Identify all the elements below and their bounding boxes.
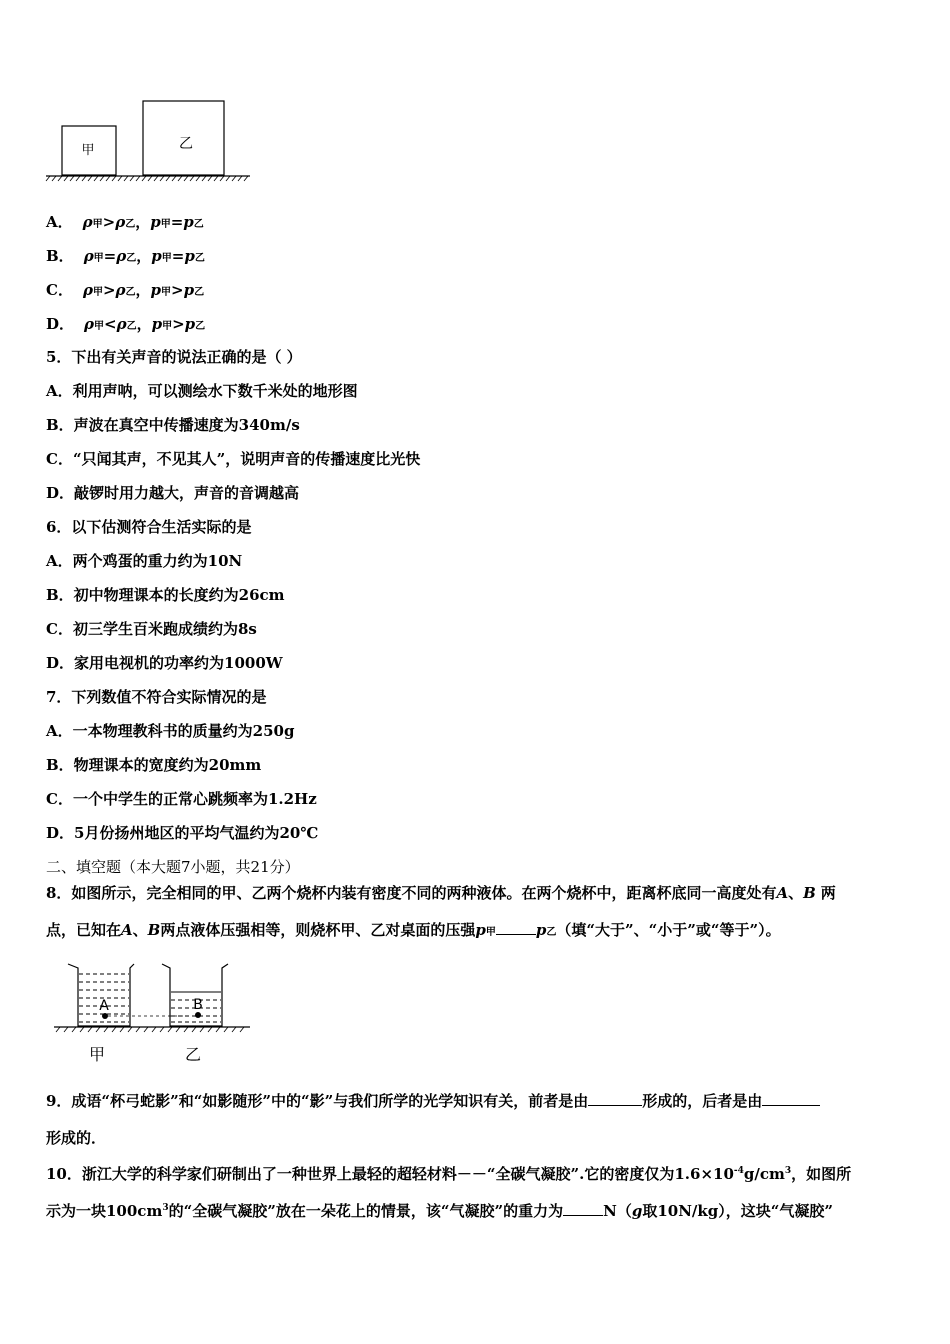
q10-blank bbox=[563, 1201, 603, 1216]
q5-option-a: A．利用声呐，可以测绘水下数千米处的地形图 bbox=[46, 382, 358, 400]
q9-line2: 形成的． bbox=[46, 1129, 107, 1147]
q6-option-b: B．初中物理课本的长度约为26cm bbox=[46, 586, 285, 604]
q4-option-c: C． ρ甲>ρ乙，p甲>p乙 bbox=[46, 281, 205, 299]
block-yi-label: 乙 bbox=[179, 136, 193, 152]
beaker-yi-label: 乙 bbox=[184, 1045, 202, 1064]
q4-option-a: A． ρ甲>ρ乙，p甲=p乙 bbox=[46, 213, 204, 231]
q5-option-c: C．“只闻其声，不见其人”，说明声音的传播速度比光快 bbox=[46, 450, 421, 468]
q7-option-c: C．一个中学生的正常心跳频率为1.2Hz bbox=[46, 790, 317, 808]
q6-option-d: D．家用电视机的功率约为1000W bbox=[46, 654, 283, 672]
point-b-label: B bbox=[193, 997, 203, 1013]
q7-stem: 7．下列数值不符合实际情况的是 bbox=[46, 688, 267, 706]
q5-option-b: B．声波在真空中传播速度为340m/s bbox=[46, 416, 300, 434]
q6-stem: 6．以下估测符合生活实际的是 bbox=[46, 518, 252, 536]
point-a-label: A bbox=[99, 998, 109, 1014]
q7-option-a: A．一本物理教科书的质量约为250g bbox=[46, 722, 295, 740]
q10-line1: 10．浙江大学的科学家们研制出了一种世界上最轻的超轻材料－－“全碳气凝胶”.它的密度仅为$1.6\times 10^{-4}g/cm^3$，如图所 bbox=[46, 1165, 852, 1183]
q8-line2: 点，已知在A、B两点液体压强相等，则烧杯甲、乙对桌面的压强p甲 p乙（填“大于”、“小于”或“等于”）。 bbox=[46, 921, 781, 939]
q9-line1: 9．成语“杯弓蛇影”和“如影随形”中的“影”与我们所学的光学知识有关，前者是由 形成的，后者是由 bbox=[46, 1091, 820, 1111]
blocks-figure bbox=[44, 96, 254, 186]
beakers-figure bbox=[52, 958, 252, 1068]
q7-option-d: D．5月份扬州地区的平均气温约为20℃ bbox=[46, 824, 319, 842]
beaker-jia-label: 甲 bbox=[88, 1045, 106, 1064]
q4-option-b: B． ρ甲=ρ乙，p甲=p乙 bbox=[46, 247, 205, 265]
q9-blank-2 bbox=[762, 1091, 820, 1106]
q9-blank-1 bbox=[588, 1091, 642, 1106]
q10-line2: 示为一块$100cm^3$的“全碳气凝胶”放在一朵花上的情景，该“气凝胶”的重力为 N（g取10N/kg），这块“气凝胶” bbox=[46, 1202, 834, 1220]
beaker-yi bbox=[162, 964, 228, 1026]
q5-stem: 5．下出有关声音的说法正确的是（ ） bbox=[46, 348, 302, 366]
q8-blank bbox=[496, 920, 536, 935]
q6-option-a: A．两个鸡蛋的重力约为10N bbox=[46, 552, 243, 570]
block-jia-label: 甲 bbox=[81, 143, 95, 158]
beaker-jia bbox=[68, 964, 134, 1026]
q6-option-c: C．初三学生百米跑成绩约为8s bbox=[46, 620, 257, 638]
q4-option-d: D． ρ甲<ρ乙，p甲>p乙 bbox=[46, 315, 206, 333]
q5-option-d: D．敲锣时用力越大，声音的音调越高 bbox=[46, 484, 300, 502]
section-heading: 二、填空题（本大题7小题，共21分） bbox=[46, 858, 300, 876]
q8-line1: 8．如图所示，完全相同的甲、乙两个烧杯内装有密度不同的两种液体。在两个烧杯中，距离杯底同一高度处有A、B 两 bbox=[46, 884, 836, 902]
q7-option-b: B．物理课本的宽度约为20mm bbox=[46, 756, 262, 774]
